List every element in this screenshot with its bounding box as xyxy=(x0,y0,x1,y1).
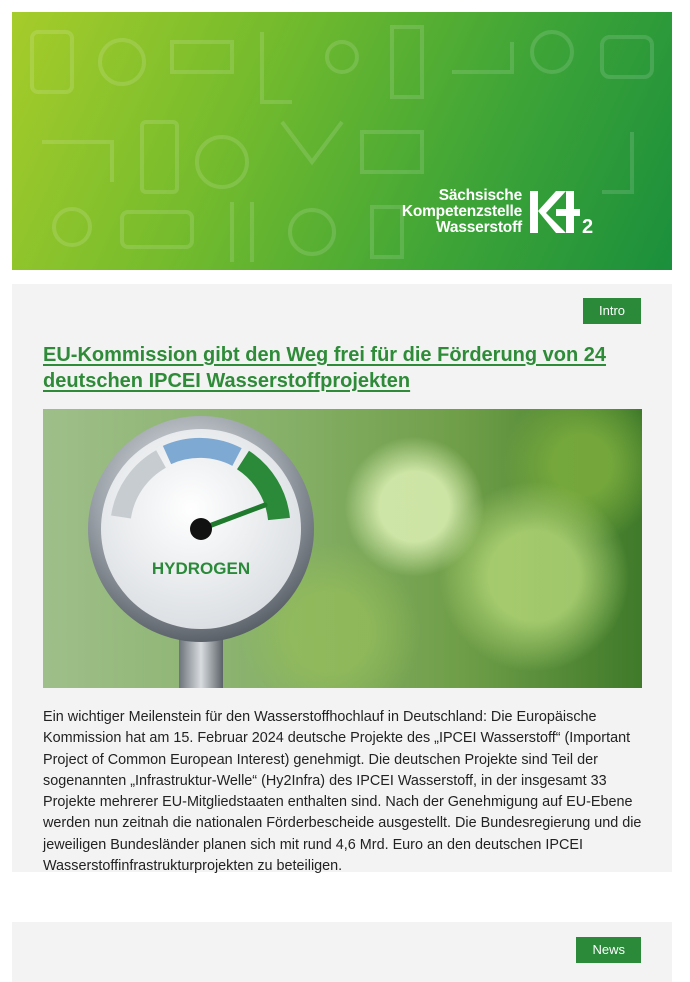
logo-line-1: Sächsische xyxy=(438,187,522,204)
logo-wordmark xyxy=(402,188,522,236)
hydrogen-gauge-image xyxy=(43,409,642,688)
intro-headline-link[interactable]: EU-Kommission gibt den Weg frei für die Förderung von 24 deutschen IPCEI Wasserstoffprojekten xyxy=(43,344,607,392)
kh2-logo-mark xyxy=(530,189,602,235)
intro-tag[interactable]: Intro xyxy=(583,298,641,324)
gauge-label: HYDROGEN xyxy=(151,559,251,578)
news-tag[interactable]: News xyxy=(576,937,641,963)
svg-text:2: 2 xyxy=(582,216,594,235)
intro-card xyxy=(12,284,672,875)
logo-line-2: Kompetenzstelle xyxy=(401,203,522,220)
logo-line-3: Wasserstoff xyxy=(436,219,522,236)
kh2-logo[interactable] xyxy=(402,188,602,236)
gauge-illustration xyxy=(43,409,642,688)
intro-body-text: Ein wichtiger Meilenstein für den Wasserstoffhochlauf in Deutschland: Die Europäische Kommission hat am 15. Februar 2024 deutsche Projekte des „IPCEI Wasserstoff“ (Important Project of Common European Interest) genehmigt. Die deutschen Projekte sind Teil der sogenannten „Infrastruktur-Welle“ (Hy2Infra) des IPCEI Wasserstoff, in der insgesamt 33 Projekte mehrerer EU-Mitgliedstaaten enthalten sind. Nach der Genehmigung auf EU-Ebene werden nun zeitnah die nationalen Förderbescheide ausgestellt. Die Bundesregierung und die jeweiligen Bundesländer planen sich mit rund 4,6 Mrd. Euro an den deutschen IPCEI Wasserstoffinfrastrukturprojekten zu beteiligen. xyxy=(43,709,642,875)
header-banner xyxy=(12,12,672,270)
news-card xyxy=(12,922,672,982)
